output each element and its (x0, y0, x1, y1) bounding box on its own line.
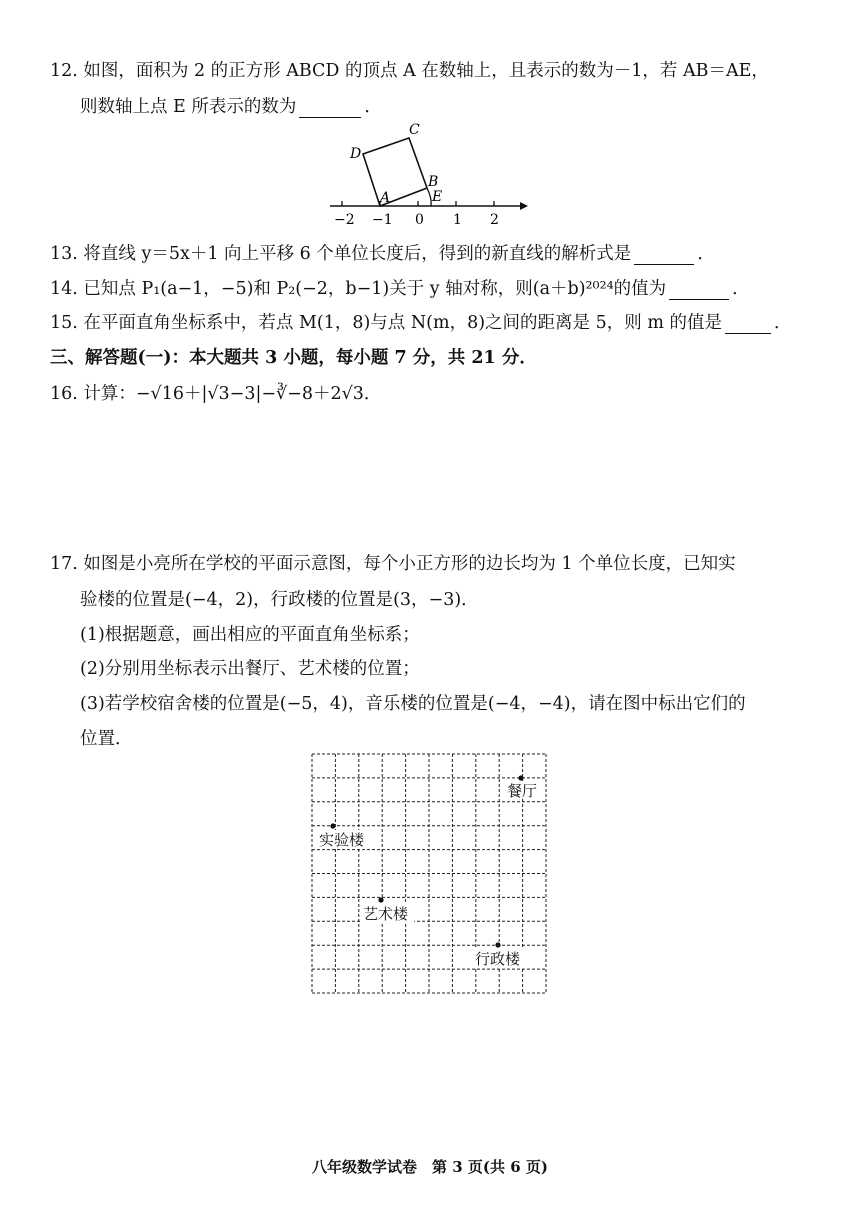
q14-text: 14. 已知点 P₁(a−1，−5)和 P₂(−2，b−1)关于 y 轴对称，则(a＋b)²⁰²⁴的值为 (50, 279, 667, 299)
number-line-figure (320, 118, 530, 226)
point-label-e: E (432, 189, 443, 205)
point-label-b: B (428, 174, 439, 190)
q17-line2: 验楼的位置是(−4，2)，行政楼的位置是(3，−3)． (80, 590, 479, 610)
point-label-d: D (350, 146, 362, 162)
q17-part3-line2: 位置． (80, 729, 133, 749)
answer-blank (725, 313, 771, 334)
q12-line1: 12. 如图，面积为 2 的正方形 ABCD 的顶点 A 在数轴上，且表示的数为－1，若 AB＝AE， (50, 61, 769, 81)
q15-suffix: ． (773, 313, 792, 333)
q13-suffix: ． (697, 244, 715, 264)
q12-line2 (80, 93, 382, 118)
q17-part3-line1: (3)若学校宿舍楼的位置是(−5，4)，音乐楼的位置是(−4，−4)，请在图中标出它们的 (80, 694, 746, 714)
square-abcd (363, 138, 427, 206)
q17-part2: (2)分别用坐标表示出餐厅、艺术楼的位置； (80, 659, 420, 679)
q13-text: 13. 将直线 y＝5x＋1 向上平移 6 个单位长度后，得到的新直线的解析式是 (50, 244, 632, 264)
q14 (50, 275, 750, 300)
q17-part1: (1)根据题意，画出相应的平面直角坐标系； (80, 625, 420, 645)
lab-point (330, 823, 335, 828)
q14-suffix: ． (732, 279, 750, 299)
arc-be (427, 188, 431, 206)
tick-label: −1 (372, 212, 393, 226)
school-grid-figure (310, 752, 550, 997)
section-header: 三、解答题(一)：本大题共 3 小题，每小题 7 分，共 21 分． (50, 348, 537, 368)
admin-label: 行政楼 (475, 950, 521, 968)
q15-text: 15. 在平面直角坐标系中，若点 M(1，8)与点 N(m，8)之间的距离是 5，则 m 的值是 (50, 313, 722, 333)
arrow-icon (520, 202, 528, 210)
q15 (50, 309, 791, 334)
canteen-point (518, 775, 523, 780)
tick-label: 0 (415, 212, 424, 226)
answer-blank (299, 97, 361, 118)
art-point (378, 897, 383, 902)
tick-label: −2 (334, 212, 355, 226)
tick-label: 2 (490, 212, 499, 226)
q12-line2-suffix: ． (364, 97, 382, 117)
point-label-c: C (409, 122, 420, 138)
q13 (50, 240, 715, 265)
q16: 16. 计算：−√16＋|√3−3|−∛−8＋2√3． (50, 384, 382, 404)
answer-blank (634, 244, 694, 265)
tick-label: 1 (453, 212, 462, 226)
art-label: 艺术楼 (363, 905, 409, 923)
point-label-a: A (380, 190, 391, 206)
lab-label: 实验楼 (319, 831, 365, 849)
canteen-label: 餐厅 (507, 782, 538, 800)
q17-line1: 17. 如图是小亮所在学校的平面示意图，每个小正方形的边长均为 1 个单位长度，已知实 (50, 554, 736, 574)
answer-blank (669, 279, 729, 300)
admin-point (495, 942, 500, 947)
page-footer: 八年级数学试卷 第 3 页(共 6 页) (312, 1158, 548, 1176)
q12-line2-text: 则数轴上点 E 所表示的数为 (80, 97, 297, 117)
